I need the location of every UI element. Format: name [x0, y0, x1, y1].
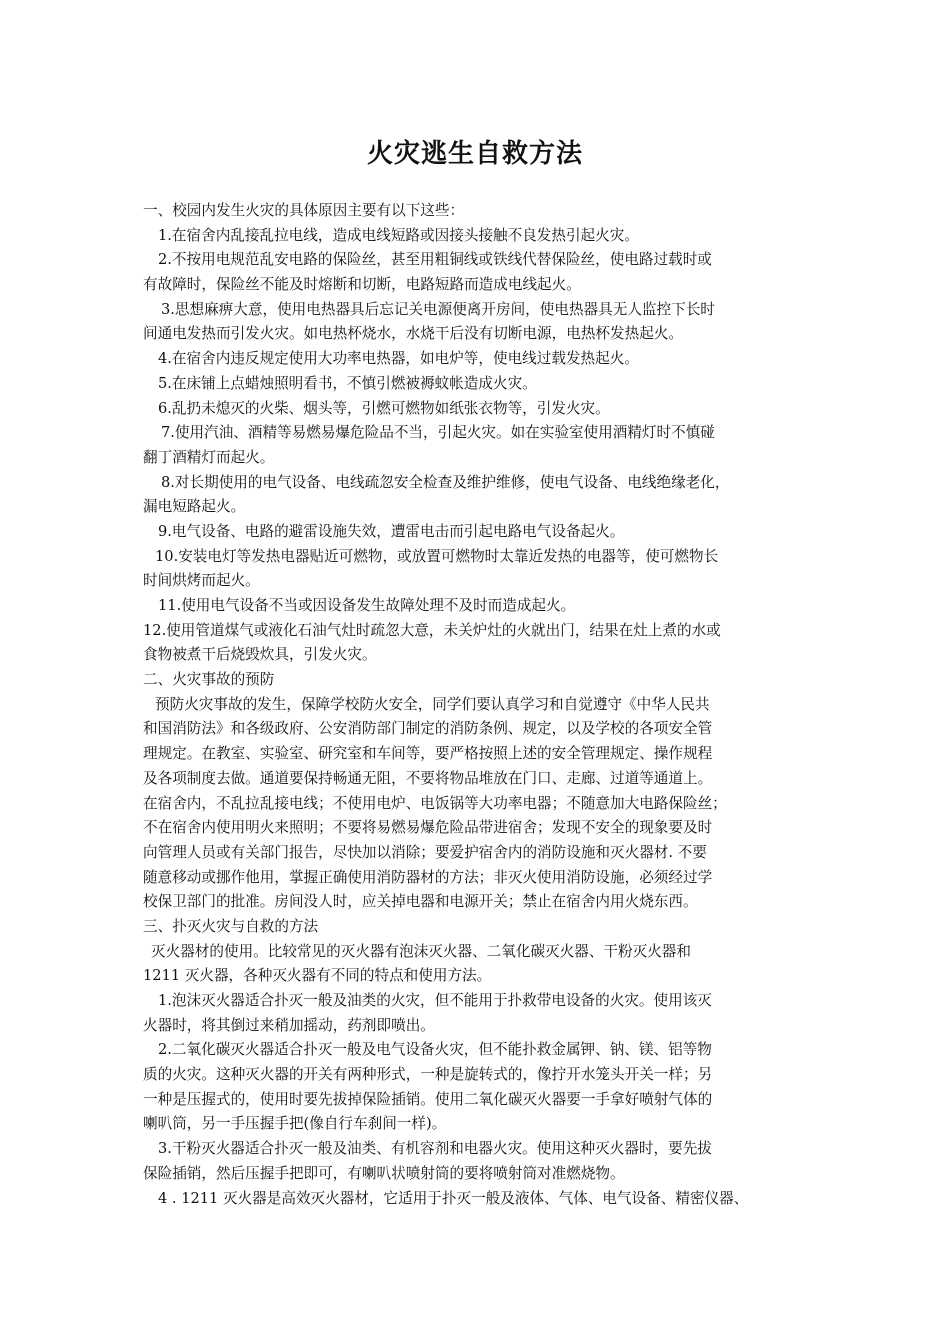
- paragraph-line: 向管理人员或有关部门报告，尽快加以消除；要爱护宿舍内的消防设施和灭火器材. 不要: [143, 843, 707, 861]
- paragraph-line: 3.思想麻痹大意，使用电热器具后忘记关电源便离开房间，使电热器具无人监控下长时: [161, 300, 715, 318]
- paragraph-line: 理规定。在教室、实验室、研究室和车间等，要严格按照上述的安全管理规定、操作规程: [143, 745, 713, 763]
- paragraph-line: 1211 灭火器，各种灭火器有不同的特点和使用方法。: [143, 967, 492, 985]
- paragraph-line: 9.电气设备、电路的避雷设施失效，遭雷电击而引起电路电气设备起火。: [158, 522, 625, 540]
- paragraph-line: 4 . 1211 灭火器是高效灭火器材，它适用于扑灭一般及液体、气体、电气设备、精密仪器、: [158, 1189, 749, 1207]
- paragraph-line: 灭火器材的使用。比较常见的灭火器有泡沫灭火器、二氧化碳灭火器、干粉灭火器和: [151, 942, 691, 960]
- paragraph-line: 12.使用管道煤气或液化石油气灶时疏忽大意，未关炉灶的火就出门，结果在灶上煮的水或: [143, 621, 721, 639]
- section-heading: 二、火灾事故的预防: [143, 671, 275, 689]
- paragraph-line: 喇叭筒，另一手压握手把(像自行车刹间一样)。: [143, 1115, 447, 1133]
- paragraph-line: 保险插销，然后压握手把即可，有喇叭状喷射筒的要将喷射筒对准燃烧物。: [143, 1164, 625, 1182]
- paragraph-line: 1.在宿舍内乱接乱拉电线，造成电线短路或因接头接触不良发热引起火灾。: [158, 226, 639, 244]
- paragraph-line: 11.使用电气设备不当或因设备发生故障处理不及时而造成起火。: [158, 597, 576, 614]
- paragraph-line: 8.对长期使用的电气设备、电线疏忽安全检查及维护维修，使电气设备、电线绝缘老化，: [161, 473, 730, 491]
- paragraph-line: 及各项制度去做。通道要保持畅通无阻，不要将物品堆放在门口、走廊、过道等通道上。: [143, 769, 713, 787]
- paragraph-line: 有故障时，保险丝不能及时熔断和切断，电路短路而造成电线起火。: [143, 276, 581, 294]
- section-heading: 三、扑灭火灾与自救的方法: [143, 917, 319, 935]
- paragraph-line: 校保卫部门的批准。房间没人时，应关掉电器和电源开关；禁止在宿舍内用火烧东西。: [143, 893, 698, 911]
- paragraph-line: 1.泡沫灭火器适合扑灭一般及油类的火灾，但不能用于扑救带电设备的火灾。使用该灭: [158, 992, 712, 1009]
- paragraph-line: 3.干粉灭火器适合扑灭一般及油类、有机容剂和电器火灾。使用这种灭火器时，要先拔: [158, 1140, 712, 1158]
- paragraph-line: 2.不按用电规范乱安电路的保险丝，甚至用粗铜线或铁线代替保险丝，使电路过载时或: [158, 251, 712, 269]
- section-heading: 一、校园内发生火灾的具体原因主要有以下这些：: [143, 202, 465, 219]
- paragraph-line: 7.使用汽油、酒精等易燃易爆危险品不当，引起火灾。如在实验室使用酒精灯时不慎碰: [161, 424, 715, 442]
- paragraph-line: 间通电发热而引发火灾。如电热杯烧水，水烧干后没有切断电源，电热杯发热起火。: [143, 325, 683, 343]
- paragraph-line: 2.二氧化碳灭火器适合扑灭一般及电气设备火灾，但不能扑救金属钾、钠、镁、铝等物: [158, 1041, 712, 1059]
- paragraph-line: 4.在宿舍内违反规定使用大功率电热器，如电炉等，使电线过载发热起火。: [158, 350, 639, 368]
- paragraph-line: 火器时，将其倒过来稍加摇动，药剂即喷出。: [143, 1016, 435, 1034]
- paragraph-line: 不在宿舍内使用明火来照明；不要将易燃易爆危险品带进宿舍；发现不安全的现象要及时: [143, 819, 713, 837]
- paragraph-line: 预防火灾事故的发生，保障学校防火安全，同学们要认真学习和自觉遵守《中华人民共: [155, 695, 710, 713]
- paragraph-line: 和国消防法》和各级政府、公安消防部门制定的消防条例、规定，以及学校的各项安全管: [143, 720, 713, 738]
- paragraph-line: 时间烘烤而起火。: [143, 572, 260, 590]
- paragraph-line: 翻丁酒精灯而起火。: [143, 448, 275, 466]
- paragraph-line: 10.安装电灯等发热电器贴近可燃物，或放置可燃物时太靠近发热的电器等，使可燃物长: [155, 547, 719, 565]
- document-title: 火灾逃生自救方法: [366, 139, 583, 169]
- paragraph-line: 在宿舍内，不乱拉乱接电线；不使用电炉、电饭锅等大功率电器；不随意加大电路保险丝；: [143, 794, 727, 812]
- paragraph-line: 漏电短路起火。: [143, 498, 246, 516]
- paragraph-line: 随意移动或挪作他用，掌握正确使用消防器材的方法；非灭火使用消防设施，必须经过学: [143, 868, 713, 886]
- paragraph-line: 6.乱扔未熄灭的火柴、烟头等，引燃可燃物如纸张衣物等，引发火灾。: [158, 399, 610, 417]
- paragraph-line: 一种是压握式的，使用时要先拔掉保险插销。使用二氧化碳灭火器要一手拿好喷射气体的: [143, 1090, 713, 1108]
- document-body: [143, 199, 813, 1211]
- paragraph-line: 质的火灾。这种灭火器的开关有两种形式，一种是旋转式的，像拧开水笼头开关一样；另: [143, 1066, 713, 1084]
- paragraph-line: 5.在床铺上点蜡烛照明看书，不慎引燃被褥蚊帐造成火灾。: [158, 374, 537, 392]
- paragraph-line: 食物被煮干后烧毁炊具，引发火灾。: [143, 646, 377, 664]
